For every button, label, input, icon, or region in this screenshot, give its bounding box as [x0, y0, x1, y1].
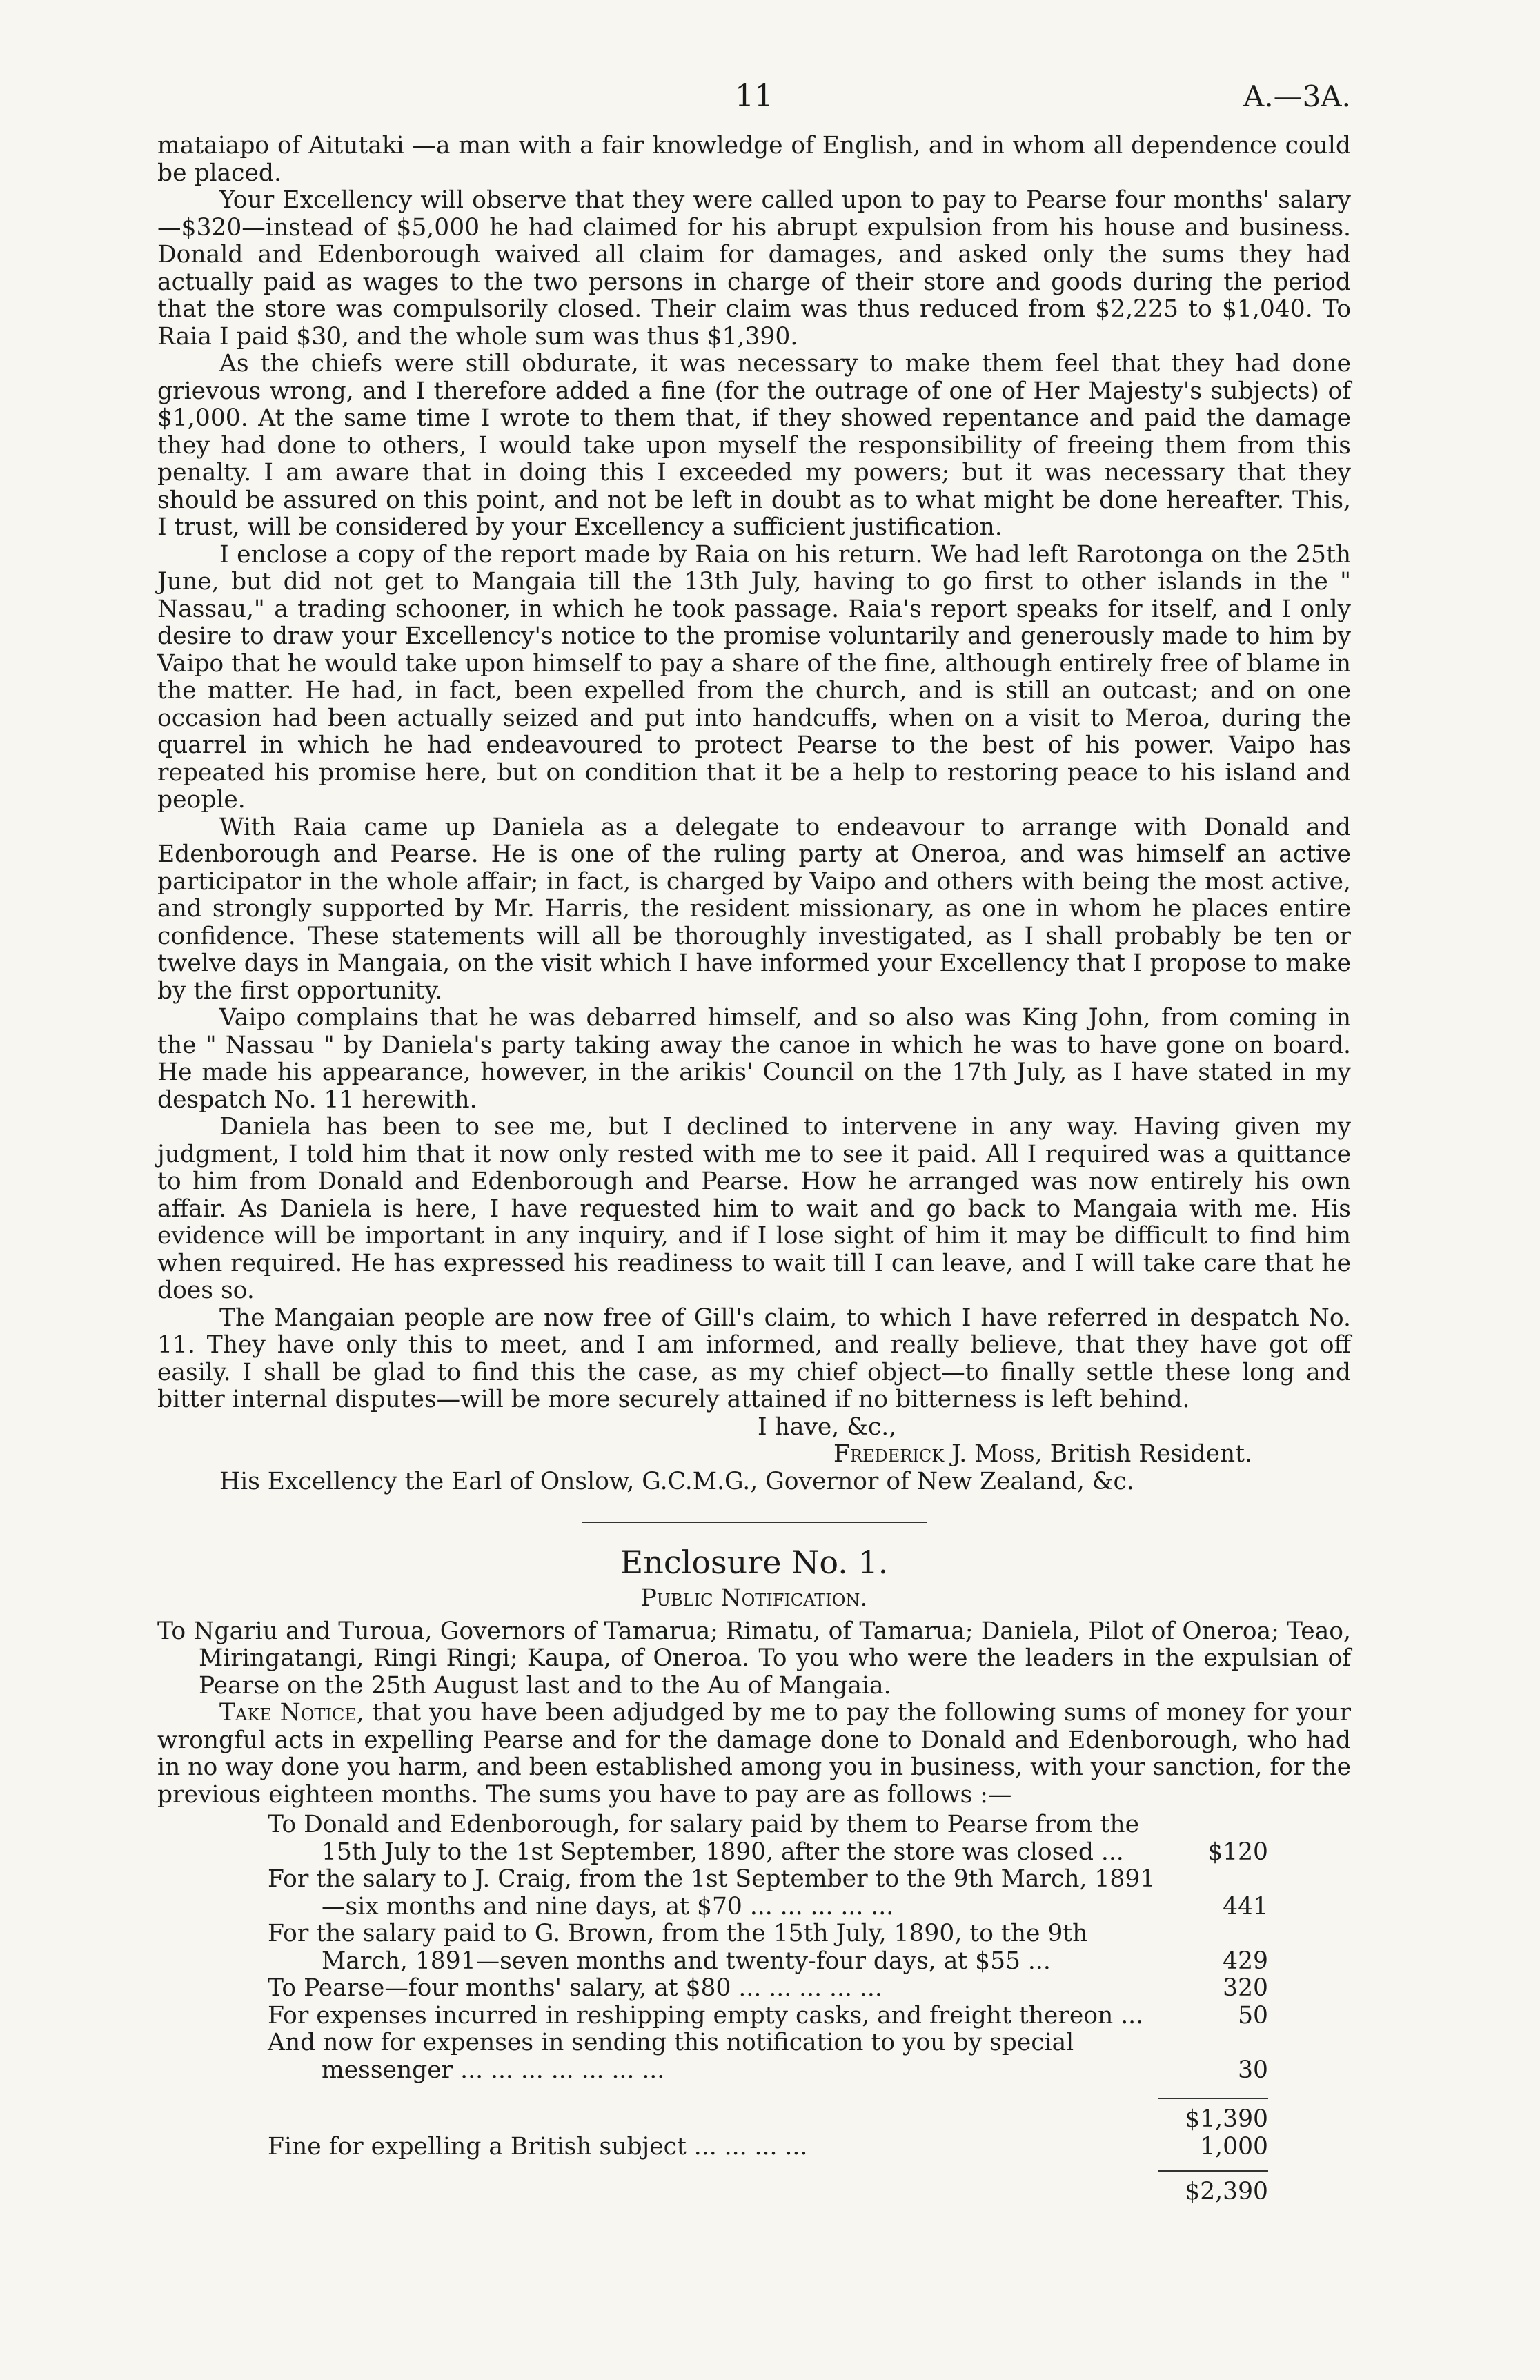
paragraph: The Mangaian people are now free of Gill's claim, to which I have referred in despatch No. 11. They have only this to meet, and I am informed, and really believe, that they have got off easily. I shall be glad to find this the case, as my chief object—to finally settle these long and bitter internal disputes—will be more securely attained if no bitterness is left behind. — [157, 1304, 1351, 1413]
fine-amount: 1,000 — [1200, 2132, 1268, 2161]
paragraph: I enclose a copy of the report made by Raia on his return. We had left Rarotonga on the 25th June, but did not get to Mangaia till the 13th July, having to go first to other islands in the " Nassau," a trading schooner, in which he took passage. Raia's report speaks for itself, and I only desire to draw your Excellency's notice to the promise voluntarily and generously made to him by Vaipo that he would take upon himself to pay a share of the fine, although entirely free of blame in the matter. He had, in fact, been expelled from the church, and is still an outcast; and on one occasion had been actually seized and put into handcuffs, when on a visit to Meroa, during the quarrel in which he had endeavoured to protect Pearse to the best of his power. Vaipo has repeated his promise here, but on condition that it be a help to restoring peace to his island and people. — [157, 540, 1351, 814]
notice-body: that you have been adjudged by me to pay the following sums of money for your wrongful acts in expelling Pearse and for the damage done to Donald and Edenborough, who had in no way done you harm, and been established among you in business, with your sanction, for the previous eighteen months. The sums you have to pay are as follows :— — [157, 1699, 1351, 1809]
enclosure-subtitle: Public Notification. — [640, 1584, 868, 1612]
sum-row — [268, 1975, 1268, 2003]
signer-title: British Resident. — [1049, 1440, 1252, 1468]
paragraph: Your Excellency will observe that they were called upon to pay to Pearse four months' salary—$320—instead of $5,000 he had claimed for his abrupt expulsion from his house and business. Donald and Edenborough waived all claim for damages, and asked only the sums they had actually paid as wages to the two persons in charge of their store and goods during the period that the store was compulsorily closed. Their claim was thus reduced from $2,225 to $1,040. To Raia I paid $30, and the whole sum was thus $1,390. — [157, 186, 1351, 351]
subtotal-amount: $1,390 — [1158, 2098, 1268, 2134]
page-header — [157, 79, 1351, 124]
paragraph: With Raia came up Daniela as a delegate to endeavour to arrange with Donald and Edenborough and Pearse. He is one of the ruling party at Oneroa, and was himself an active participator in the whole affair; in fact, is charged by Vaipo and others with being the most active, and strongly supported by Mr. Harris, the resident missionary, as one in whom he places entire confidence. These statements will all be thoroughly investigated, as I shall probably be ten or twelve days in Mangaia, on the visit which I have informed your Excellency that I propose to make by the first opportunity. — [157, 813, 1351, 1005]
sum-description: For expenses incurred in reshipping empty casks, and freight thereon ... — [268, 2001, 1144, 2029]
sum-description: To Pearse—four months' salary, at $80 ... ... ... ... ... — [268, 1974, 882, 2002]
sum-description: For the salary paid to G. Brown, from the 15th July, 1890, to the 9th March, 1891—seven months and twenty-four days, at $55 ... — [268, 1920, 1088, 1975]
sum-amount: 50 — [1238, 2001, 1268, 2029]
paragraph: Daniela has been to see me, but I declined to intervene in any way. Having given my judgment, I told him that it now only rested with me to see it paid. All I required was a quittance to him from Donald and Edenborough and Pearse. How he arranged was now entirely his own affair. As Daniela is here, I have requested him to wait and go back to Mangaia with me. His evidence will be important in any inquiry, and if I lose sight of him it may be difficult to find him when required. He has expressed his readiness to wait till I can leave, and I will take care that he does so. — [157, 1113, 1351, 1304]
document-page — [157, 79, 1351, 2206]
sum-row — [268, 1920, 1268, 1975]
fine-description: Fine for expelling a British subject ... ... ... ... — [268, 2132, 808, 2161]
sum-row — [268, 1866, 1268, 1920]
paragraph: As the chiefs were still obdurate, it was necessary to make them feel that they had done grievous wrong, and I therefore added a fine (for the outrage of one of Her Majesty's subjects) of $1,000. At the same time I wrote to them that, if they showed repentance and paid the damage they had done to others, I would take upon myself the responsibility of freeing them from this penalty. I am aware that in doing this I exceeded my powers; but it was necessary that they should be assured on this point, and not be left in doubt as to what might be done hereafter. This, I trust, will be considered by your Excellency a sufficient justification. — [157, 350, 1351, 541]
salutation: I have, &c., — [758, 1413, 897, 1441]
sum-row — [268, 1811, 1268, 1866]
sum-amount: 30 — [1238, 2056, 1268, 2084]
subtotal-row — [268, 2098, 1268, 2134]
sum-row — [268, 2029, 1268, 2084]
addressee: His Excellency the Earl of Onslow, G.C.M.G., Governor of New Zealand, &c. — [219, 1467, 1134, 1495]
sum-amount: 441 — [1223, 1892, 1268, 1920]
sum-amount: 429 — [1223, 1947, 1268, 1975]
paragraph: mataiapo of Aitutaki —a man with a fair knowledge of English, and in whom all dependence could be placed. — [157, 132, 1351, 187]
enclosure-title: Enclosure No. 1. — [620, 1544, 889, 1581]
signature-line — [833, 1441, 1351, 1468]
notification-address: To Ngariu and Turoua, Governors of Tamarua; Rimatu, of Tamarua; Daniela, Pilot of Oneroa; Teao, Miringatangi, Ringi Ringi; Kaupa, of Oneroa. To you who were the leaders in the expulsian of Pearse on the 25th August last and to the Au of Mangaia. — [157, 1617, 1351, 1700]
paragraph: Vaipo complains that he was debarred himself, and so also was King John, from coming in the " Nassau " by Daniela's party taking away the canoe in which he was to have gone on board. He made his appearance, however, in the arikis' Council on the 17th July, as I have stated in my despatch No. 11 herewith. — [157, 1004, 1351, 1114]
sum-amount: $120 — [1207, 1838, 1268, 1866]
document-reference: A.—3A. — [1243, 79, 1351, 113]
fine-row — [268, 2134, 1268, 2161]
sum-row — [268, 2003, 1268, 2030]
signer-name: Frederick J. Moss, — [833, 1440, 1043, 1468]
sum-amount: 320 — [1223, 1974, 1268, 2002]
page-number: 11 — [735, 79, 773, 114]
section-divider — [582, 1522, 927, 1523]
total-row — [268, 2170, 1268, 2206]
notice-lead: Take Notice, — [219, 1699, 364, 1727]
sum-description: For the salary to J. Craig, from the 1st September to the 9th March, 1891 —six months and nine days, at $70 ... ... ... ... ... — [268, 1865, 1156, 1920]
sums-table — [268, 1811, 1268, 2206]
sum-description: To Donald and Edenborough, for salary paid by them to Pearse from the 15th July to the 1st September, 1890, after the store was closed ... — [268, 1811, 1140, 1866]
sum-description: And now for expenses in sending this notification to you by special messenger ... ... ... ... ... ... ... — [268, 2029, 1074, 2084]
total-amount: $2,390 — [1158, 2170, 1268, 2206]
notice-paragraph — [157, 1700, 1351, 1809]
